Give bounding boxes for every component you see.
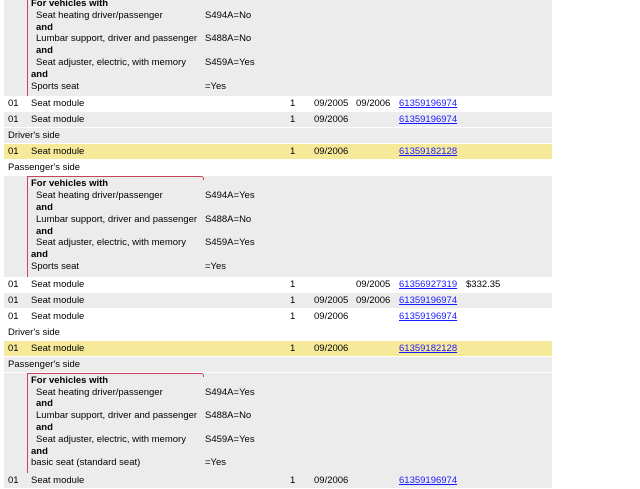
vehicle-condition-block bbox=[4, 176, 552, 276]
part-number-link[interactable]: 61356927319 bbox=[399, 278, 458, 290]
condition-text: and bbox=[31, 68, 48, 80]
part-description: Seat module bbox=[31, 475, 85, 487]
date-to: 09/2006 bbox=[356, 98, 391, 110]
condition-text: For vehicles with bbox=[31, 178, 109, 190]
condition-bracket-top bbox=[27, 176, 201, 177]
condition-text: and bbox=[36, 398, 53, 410]
condition-text: Seat adjuster, electric, with memory bbox=[36, 237, 186, 249]
part-number-link[interactable]: 61359196974 bbox=[399, 294, 458, 306]
quantity: 1 bbox=[290, 310, 296, 322]
note-row bbox=[4, 357, 552, 373]
condition-line bbox=[4, 261, 552, 273]
condition-line bbox=[4, 202, 552, 214]
condition-text: basic seat (standard seat) bbox=[31, 457, 141, 469]
condition-text: and bbox=[36, 45, 53, 57]
part-description: Seat module bbox=[31, 310, 85, 322]
note-row bbox=[4, 160, 552, 176]
part-number-link[interactable]: 61359182128 bbox=[399, 342, 458, 354]
condition-value: S494A=Yes bbox=[205, 190, 255, 202]
condition-text: Lumbar support, driver and passenger bbox=[36, 410, 198, 422]
condition-bracket-top bbox=[27, 373, 201, 374]
note-row bbox=[4, 128, 552, 144]
quantity: 1 bbox=[290, 278, 296, 290]
condition-text: and bbox=[36, 421, 53, 433]
condition-text: For vehicles with bbox=[31, 0, 109, 9]
condition-text: Seat heating driver/passenger bbox=[36, 9, 163, 21]
condition-value: S459A=Yes bbox=[205, 433, 255, 445]
condition-line bbox=[4, 226, 552, 238]
condition-line bbox=[4, 81, 552, 93]
condition-value: S488A=No bbox=[205, 33, 252, 45]
quantity: 1 bbox=[290, 98, 296, 110]
condition-value: S488A=No bbox=[205, 410, 252, 422]
condition-line bbox=[4, 249, 552, 261]
condition-value: S488A=No bbox=[205, 213, 252, 225]
condition-line bbox=[4, 33, 552, 45]
part-description: Seat module bbox=[31, 342, 85, 354]
item-number: 01 bbox=[8, 294, 19, 306]
parts-table bbox=[4, 0, 552, 489]
condition-text: Lumbar support, driver and passenger bbox=[36, 213, 198, 225]
vehicle-condition-block bbox=[4, 0, 552, 96]
item-number: 01 bbox=[8, 310, 19, 322]
condition-value: =Yes bbox=[205, 260, 227, 272]
quantity: 1 bbox=[290, 294, 296, 306]
item-number: 01 bbox=[8, 475, 19, 487]
condition-text: and bbox=[31, 445, 48, 457]
condition-text: and bbox=[36, 201, 53, 213]
date-to: 09/2005 bbox=[356, 278, 391, 290]
condition-value: =Yes bbox=[205, 457, 227, 469]
part-description: Seat module bbox=[31, 114, 85, 126]
condition-line bbox=[4, 434, 552, 446]
part-row bbox=[4, 293, 552, 309]
condition-line bbox=[4, 69, 552, 81]
quantity: 1 bbox=[290, 475, 296, 487]
condition-text: Seat heating driver/passenger bbox=[36, 386, 163, 398]
condition-text: and bbox=[31, 249, 48, 261]
date-from: 09/2006 bbox=[314, 475, 349, 487]
date-from: 09/2006 bbox=[314, 114, 349, 126]
condition-line bbox=[4, 387, 552, 399]
quantity: 1 bbox=[290, 342, 296, 354]
part-row bbox=[4, 473, 552, 489]
condition-line bbox=[4, 178, 552, 190]
condition-line bbox=[4, 45, 552, 57]
condition-line bbox=[4, 375, 552, 387]
condition-line bbox=[4, 0, 552, 10]
condition-text: Seat adjuster, electric, with memory bbox=[36, 56, 186, 68]
date-from: 09/2006 bbox=[314, 310, 349, 322]
part-row bbox=[4, 341, 552, 357]
date-to: 09/2006 bbox=[356, 294, 391, 306]
condition-value: =Yes bbox=[205, 80, 227, 92]
condition-value: S494A=No bbox=[205, 9, 252, 21]
item-number: 01 bbox=[8, 278, 19, 290]
part-description: Seat module bbox=[31, 146, 85, 158]
condition-text: For vehicles with bbox=[31, 374, 109, 386]
condition-line bbox=[4, 214, 552, 226]
condition-line bbox=[4, 10, 552, 22]
item-number: 01 bbox=[8, 146, 19, 158]
part-number-link[interactable]: 61359196974 bbox=[399, 114, 458, 126]
condition-line bbox=[4, 190, 552, 202]
part-number-link[interactable]: 61359196974 bbox=[399, 310, 458, 322]
price: $332.35 bbox=[466, 278, 501, 290]
condition-line bbox=[4, 22, 552, 34]
condition-text: Lumbar support, driver and passenger bbox=[36, 33, 198, 45]
note-text: Passenger's side bbox=[8, 358, 81, 370]
condition-line bbox=[4, 446, 552, 458]
condition-line bbox=[4, 398, 552, 410]
item-number: 01 bbox=[8, 98, 19, 110]
vehicle-condition-block bbox=[4, 373, 552, 473]
part-row bbox=[4, 144, 552, 160]
date-from: 09/2005 bbox=[314, 98, 349, 110]
part-number-link[interactable]: 61359196974 bbox=[399, 98, 458, 110]
condition-value: S459A=Yes bbox=[205, 237, 255, 249]
quantity: 1 bbox=[290, 114, 296, 126]
condition-text: Sports seat bbox=[31, 80, 80, 92]
note-text: Passenger's side bbox=[8, 162, 81, 174]
note-text: Driver's side bbox=[8, 130, 60, 142]
condition-line bbox=[4, 57, 552, 69]
condition-value: S459A=Yes bbox=[205, 56, 255, 68]
part-number-link[interactable]: 61359196974 bbox=[399, 475, 458, 487]
condition-line bbox=[4, 457, 552, 469]
condition-text: and bbox=[36, 225, 53, 237]
part-number-link[interactable]: 61359182128 bbox=[399, 146, 458, 158]
part-row bbox=[4, 96, 552, 112]
condition-value: S494A=Yes bbox=[205, 386, 255, 398]
part-description: Seat module bbox=[31, 98, 85, 110]
condition-text: Seat heating driver/passenger bbox=[36, 190, 163, 202]
item-number: 01 bbox=[8, 114, 19, 126]
quantity: 1 bbox=[290, 146, 296, 158]
part-description: Seat module bbox=[31, 294, 85, 306]
part-description: Seat module bbox=[31, 278, 85, 290]
condition-line bbox=[4, 410, 552, 422]
condition-text: and bbox=[36, 21, 53, 33]
condition-text: Sports seat bbox=[31, 260, 80, 272]
condition-line bbox=[4, 237, 552, 249]
part-row bbox=[4, 112, 552, 128]
date-from: 09/2005 bbox=[314, 294, 349, 306]
note-row bbox=[4, 325, 552, 341]
condition-text: Seat adjuster, electric, with memory bbox=[36, 433, 186, 445]
date-from: 09/2006 bbox=[314, 146, 349, 158]
item-number: 01 bbox=[8, 342, 19, 354]
note-text: Driver's side bbox=[8, 326, 60, 338]
condition-line bbox=[4, 422, 552, 434]
date-from: 09/2006 bbox=[314, 342, 349, 354]
part-row bbox=[4, 309, 552, 325]
part-row bbox=[4, 277, 552, 293]
